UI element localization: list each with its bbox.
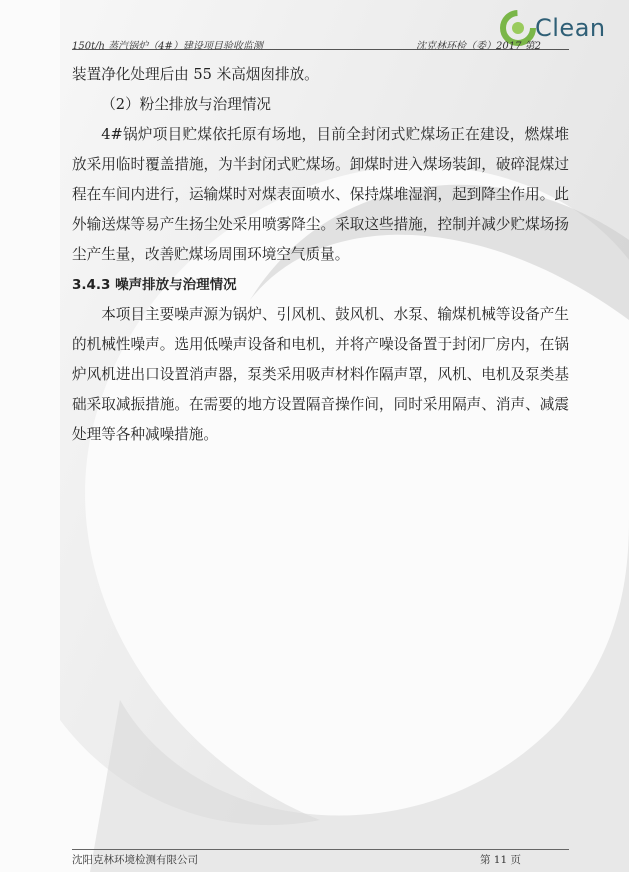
paragraph-noise: 本项目主要噪声源为锅炉、引风机、鼓风机、水泵、输煤机械等设备产生的机械性噪声。选用低噪声设备和电机，并将产噪设备置于封闭厂房内，在锅炉风机进出口设置消声器，泵类采用吸声材料作隔声罩，风机、电机及泵类基础采取减振措施。在需要的地方设置隔音操作间，同时采用隔声、消声、减震处理等各种减噪措施。 — [72, 306, 569, 443]
header-divider — [72, 49, 569, 50]
body-line: 装置净化处理后由 55 米高烟囱排放。 — [72, 66, 319, 83]
section-heading-noise: 3.4.3 噪声排放与治理情况 — [72, 277, 237, 293]
logo-wordmark: Clean — [535, 14, 606, 42]
footer-company: 沈阳克林环境检测有限公司 — [72, 854, 198, 866]
header-project-title: 150t/h 蒸汽锅炉（4#）建设项目验收监测 — [72, 41, 263, 52]
footer-page-number: 第 11 页 — [479, 854, 521, 866]
paragraph-dust: 4#锅炉项目贮煤依托原有场地，目前全封闭式贮煤场正在建设，燃煤堆放采用临时覆盖措施，为半封闭式贮煤场。卸煤时进入煤场装卸，破碎混煤过程在车间内进行，运输煤时对煤表面喷水、保持煤堆湿润，起到降尘作用。此外输送煤等易产生扬尘处采用喷雾降尘。采取这些措施，控制并减少贮煤场扬尘产生量，改善贮煤场周围环境空气质量。 — [72, 126, 569, 263]
subheading-dust: （2）粉尘排放与治理情况 — [101, 96, 272, 113]
header-report-number: 沈克林环检（委）2017 第2 — [416, 41, 541, 52]
document-body — [72, 60, 569, 450]
footer-divider — [72, 849, 569, 850]
